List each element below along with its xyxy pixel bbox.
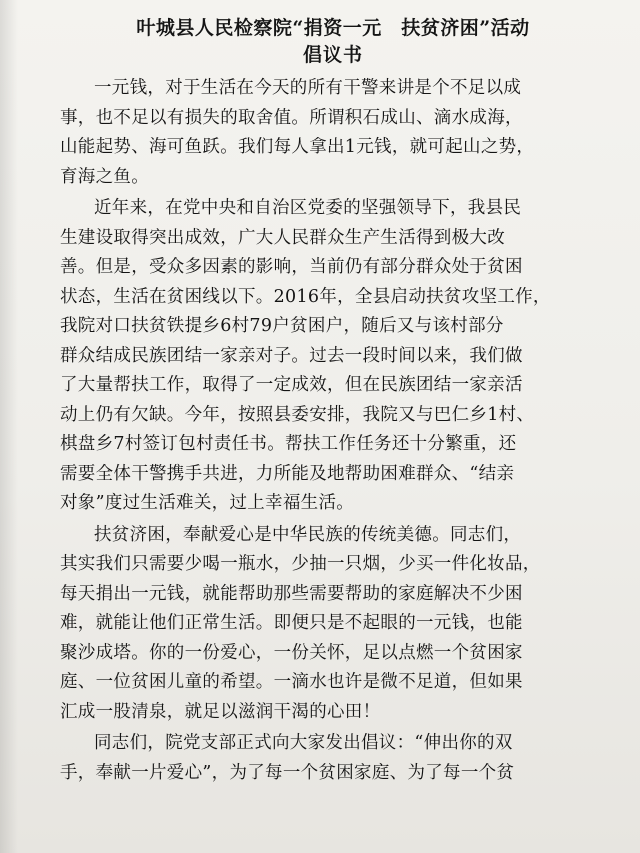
paragraph-line: 棋盘乡7村签订包村责任书。帮扶工作任务还十分繁重，还 bbox=[60, 434, 517, 454]
document-subtitle: 倡议书 bbox=[302, 44, 363, 66]
paragraph-line: 近年来，在党中央和自治区党委的坚强领导下，我县民 bbox=[94, 198, 522, 218]
paragraph-line: 需要全体干警携手共进，力所能及地帮助困难群众、“结亲 bbox=[60, 463, 515, 484]
paragraph-1 bbox=[60, 74, 606, 192]
page-edge-shadow bbox=[0, 0, 18, 853]
paragraph-line: 汇成一股清泉，就足以滋润干渴的心田！ bbox=[60, 701, 381, 722]
paragraph-line: 庭、一位贫困儿童的希望。一滴水也许是微不足道，但如果 bbox=[60, 672, 523, 692]
paragraph-line: 扶贫济困，奉献爱心是中华民族的传统美德。同志们， bbox=[94, 524, 522, 545]
paragraph-line: 事，也不足以有损失的取舍值。所谓积石成山、滴水成海， bbox=[60, 107, 523, 128]
paragraph-line: 聚沙成塔。你的一份爱心，一份关怀，足以点燃一个贫困家 bbox=[60, 642, 523, 663]
paragraph-line: 山能起势、海可鱼跃。我们每人拿出1元钱，就可起山之势， bbox=[60, 137, 535, 157]
paragraph-line: 状态，生活在贫困线以下。2016年，全县启动扶贫攻坚工作， bbox=[60, 286, 551, 307]
document-title: 叶城县人民检察院“捐资一元 扶贫济困”活动 bbox=[136, 17, 530, 39]
paragraph-line: 难，就能让他们正常生活。即便只是不起眼的一元钱，也能 bbox=[60, 613, 523, 633]
paragraph-2 bbox=[60, 194, 606, 519]
paragraph-line: 我院对口扶贫铁提乡6村79户贫困户，随后又与该村部分 bbox=[60, 316, 504, 336]
paragraph-line: 其实我们只需要少喝一瓶水，少抽一只烟，少买一件化妆品， bbox=[60, 554, 541, 574]
paragraph-3 bbox=[60, 521, 606, 728]
paragraph-line: 生建设取得突出成效，广大人民群众生产生活得到极大改 bbox=[60, 227, 505, 248]
paragraph-line: 育海之鱼。 bbox=[60, 166, 149, 187]
paragraph-line: 一元钱，对于生活在今天的所有干警来讲是个不足以成 bbox=[94, 78, 522, 98]
paragraph-line: 群众结成民族团结一家亲对子。过去一段时间以来，我们做 bbox=[60, 345, 523, 366]
paragraph-line: 了大量帮扶工作，取得了一定成效，但在民族团结一家亲活 bbox=[60, 375, 523, 395]
paragraph-line: 每天捐出一元钱，就能帮助那些需要帮助的家庭解决不少困 bbox=[60, 583, 523, 604]
paragraph-4 bbox=[60, 729, 606, 788]
paragraph-line: 同志们，院党支部正式向大家发出倡议：“伸出你的双 bbox=[94, 733, 513, 753]
paragraph-line: 善。但是，受众多因素的影响，当前仍有部分群众处于贫困 bbox=[60, 257, 523, 277]
paragraph-line: 动上仍有欠缺。今年，按照县委安排，我院又与巴仁乡1村、 bbox=[60, 404, 535, 425]
paragraph-line: 对象”度过生活难关，过上幸福生活。 bbox=[60, 493, 355, 513]
paragraph-line: 手，奉献一片爱心”，为了每一个贫困家庭、为了每一个贫 bbox=[60, 762, 515, 783]
